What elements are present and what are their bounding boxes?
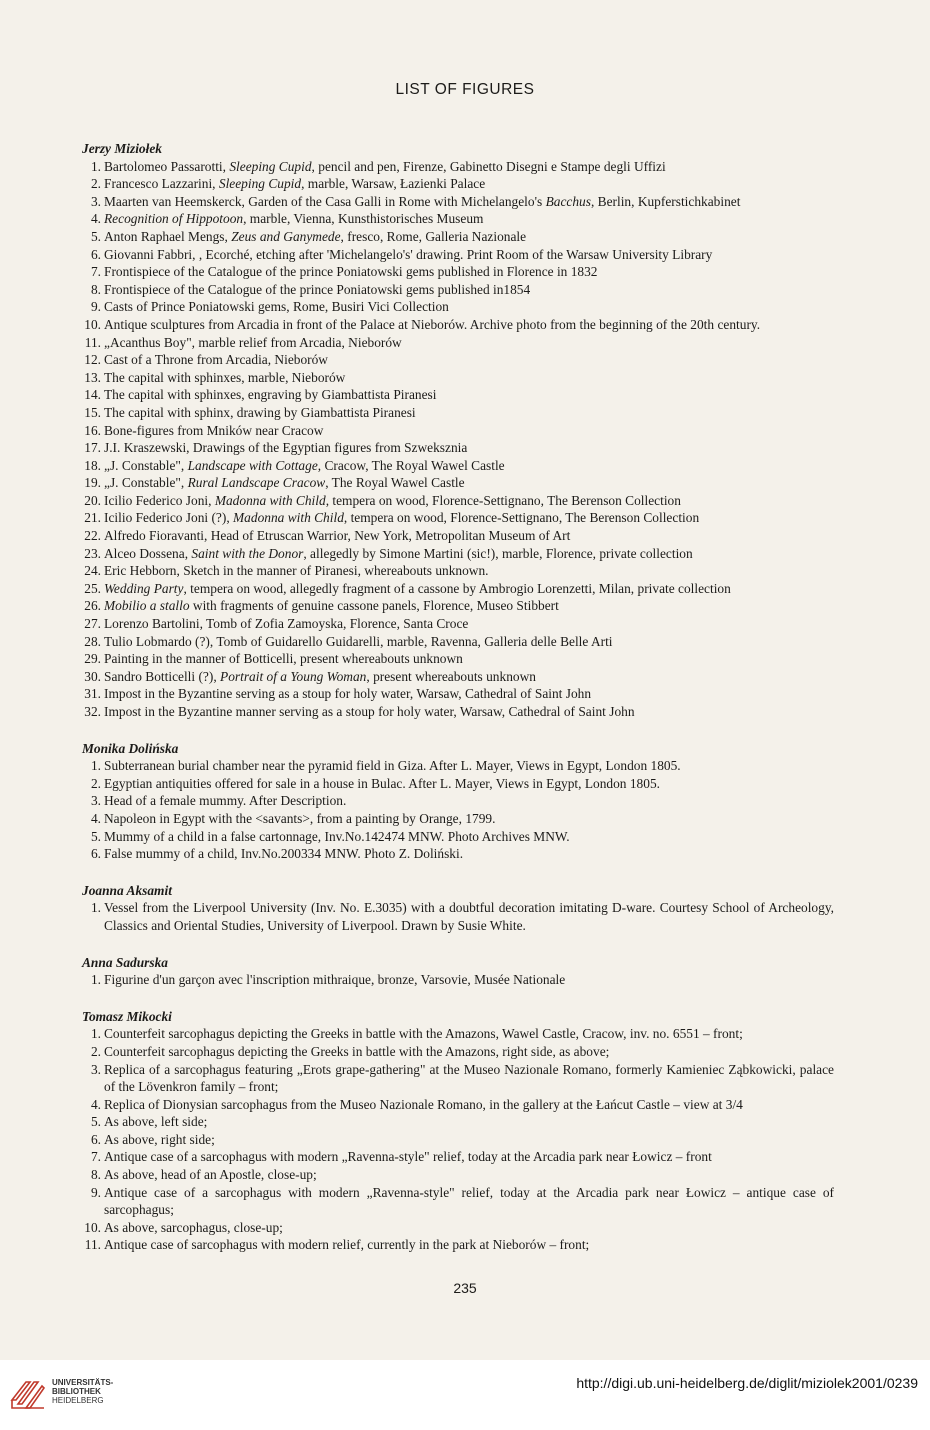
- figure-text: As above, left side;: [104, 1114, 208, 1130]
- figure-entry: [82, 509, 834, 527]
- figure-entry: [82, 1184, 834, 1219]
- library-name-line2: BIBLIOTHEK: [52, 1387, 101, 1396]
- figure-entry: [82, 1043, 834, 1061]
- figure-text: Cast of a Throne from Arcadia, Nieborów: [104, 352, 328, 368]
- figure-number: 20.: [84, 492, 101, 508]
- figure-number: 1.: [90, 158, 101, 174]
- figure-text: Icilio Federico Joni (?),: [104, 510, 234, 526]
- page-title: LIST OF FIGURES: [395, 81, 535, 98]
- figure-entry: [82, 792, 834, 810]
- figure-title-italic: Sleeping Cupid: [218, 176, 302, 192]
- figure-number: 3.: [90, 793, 101, 809]
- figure-text: Tulio Lobmardo (?), Tomb of Guidarello Guidarelli, marble, Ravenna, Galleria delle Belle Arti: [104, 633, 613, 649]
- figure-number: 2.: [90, 176, 101, 192]
- figure-text: , marble, Warsaw, Łazienki Palace: [301, 176, 486, 192]
- figure-text: J.I. Kraszewski, Drawings of the Egyptian figures from Szweksznia: [104, 440, 468, 456]
- figure-number: 7.: [90, 264, 101, 280]
- figure-text: Anton Raphael Mengs,: [104, 228, 232, 244]
- figure-text: , marble, Vienna, Kunsthistorisches Museum: [243, 211, 484, 227]
- figure-entry: [82, 971, 834, 989]
- figure-text: Counterfeit sarcophagus depicting the Greeks in battle with the Amazons, right side, as above;: [104, 1043, 610, 1059]
- section-author: Jerzy Miziołek: [82, 141, 162, 156]
- figure-title-italic: Rural Landscape Cracow: [187, 475, 326, 491]
- figure-text: , Cracow, The Royal Wawel Castle: [317, 457, 505, 473]
- figure-text: Frontispiece of the Catalogue of the prince Poniatowski gems published in1854: [104, 281, 531, 297]
- figure-text: , fresco, Rome, Galleria Nazionale: [340, 228, 527, 244]
- figure-entry: [82, 810, 834, 828]
- figure-title-italic: Sleeping Cupid: [229, 158, 312, 174]
- figure-text: Bone-figures from Mników near Cracow: [104, 422, 324, 438]
- figure-text: Bartolomeo Passarotti,: [104, 158, 230, 174]
- figure-text: Napoleon in Egypt with the <savants>, from a painting by Orange, 1799.: [104, 810, 496, 826]
- figure-text: Casts of Prince Poniatowski gems, Rome, Busiri Vici Collection: [104, 299, 449, 315]
- figure-text: Sandro Botticelli (?),: [104, 668, 221, 684]
- figure-text: , pencil and pen, Firenze, Gabinetto Disegni e Stampe degli Uffizi: [311, 158, 666, 174]
- figure-title-italic: Mobilio a stallo: [104, 598, 190, 614]
- figure-number: 11.: [84, 334, 101, 350]
- figure-entry: [82, 527, 834, 545]
- figure-entry: [82, 1148, 834, 1166]
- section-author: Anna Sadurska: [82, 954, 168, 970]
- figure-number: 32.: [84, 704, 101, 719]
- figure-number: 28.: [84, 633, 101, 649]
- figure-number: 29.: [84, 651, 101, 667]
- figure-entry: [82, 1219, 834, 1237]
- figure-number: 23.: [84, 545, 101, 561]
- figure-text: Icilio Federico Joni,: [104, 492, 215, 508]
- figure-text: Painting in the manner of Botticelli, present whereabouts unknown: [104, 651, 463, 667]
- figure-text: Antique sculptures from Arcadia in front of the Palace at Nieborów. Archive photo from the beginning of the 20th century.: [104, 316, 761, 332]
- figure-text: As above, sarcophagus, close-up;: [104, 1219, 283, 1235]
- figure-entry: [82, 703, 834, 721]
- figure-number: 3.: [90, 193, 101, 209]
- figure-text: Counterfeit sarcophagus depicting the Greeks in battle with the Amazons, Wawel Castle, Cracow, inv. no. 6551 – front;: [104, 1026, 743, 1042]
- figure-entry: [82, 775, 834, 793]
- figure-title-italic: Portrait of a Young Woman: [220, 668, 367, 684]
- figure-entry: [82, 899, 834, 934]
- author-section: [82, 954, 834, 989]
- figure-entry: [82, 404, 834, 422]
- figure-entry: [82, 210, 834, 228]
- figure-number: 5.: [90, 228, 101, 244]
- figure-text: The capital with sphinxes, marble, Nieborów: [104, 369, 346, 385]
- section-author: Monika Dolińska: [82, 740, 179, 756]
- figure-text: Impost in the Byzantine manner serving as a stoup for holy water, Warsaw, Cathedral of Saint John: [104, 704, 635, 719]
- figure-text: False mummy of a child, Inv.No.200334 MNW. Photo Z. Doliński.: [104, 846, 464, 862]
- figure-entry: [82, 457, 834, 475]
- figure-text: Egyptian antiquities offered for sale in a house in Bulac. After L. Mayer, Views in Egypt, London 1805.: [104, 775, 660, 791]
- figure-number: 3.: [90, 1061, 101, 1077]
- figure-number: 26.: [84, 598, 101, 614]
- figure-number: 5.: [90, 1114, 101, 1130]
- author-section: [82, 140, 834, 721]
- figure-entry: [82, 334, 834, 352]
- figure-title-italic: Saint with the Donor: [191, 545, 304, 561]
- figure-text: The capital with sphinx, drawing by Giambattista Piranesi: [104, 404, 416, 420]
- figure-entry: [82, 1236, 834, 1254]
- figure-entry: [82, 474, 834, 492]
- figure-entry: [82, 228, 834, 246]
- figure-number: 9.: [90, 1184, 101, 1200]
- figure-entry: [82, 1131, 834, 1149]
- figure-text: , tempera on wood, Florence-Settignano, The Berenson Collection: [343, 510, 700, 526]
- figure-text: Vessel from the Liverpool University (Inv. No. E.3035) with a doubtful decoration imitating D-ware. Courtesy School of Archeology, Classics and Oriental Studies, University of Liverpool. Drawn by Susie White.: [104, 900, 834, 933]
- figure-text: , allegedly by Simone Martini (sic!), marble, Florence, private collection: [303, 545, 693, 561]
- figure-entry: [82, 828, 834, 846]
- figure-number: 14.: [84, 387, 101, 403]
- figure-number: 9.: [90, 299, 101, 315]
- library-logo-icon: [10, 1374, 46, 1410]
- figure-number: 15.: [84, 404, 101, 420]
- figure-text: „J. Constable",: [104, 457, 188, 473]
- figure-number: 1.: [90, 1026, 101, 1042]
- figure-text: As above, right side;: [104, 1131, 215, 1147]
- figure-entry: [82, 298, 834, 316]
- figure-entry: [82, 1166, 834, 1184]
- figure-number: 17.: [84, 440, 101, 456]
- figure-list: [82, 140, 834, 1273]
- figure-text: Alfredo Fioravanti, Head of Etruscan Warrior, New York, Metropolitan Museum of Art: [104, 528, 571, 544]
- figure-number: 13.: [84, 369, 101, 385]
- figure-number: 22.: [84, 528, 101, 544]
- figure-text: , The Royal Wawel Castle: [325, 475, 465, 491]
- figure-entry: [82, 386, 834, 404]
- figure-entry: [82, 650, 834, 668]
- figure-number: 30.: [84, 668, 101, 684]
- figure-entry: [82, 580, 834, 598]
- figure-entry: [82, 1061, 834, 1096]
- figure-number: 2.: [90, 1043, 101, 1059]
- figure-text: Eric Hebborn, Sketch in the manner of Piranesi, whereabouts unknown.: [104, 563, 489, 579]
- figure-text: The capital with sphinxes, engraving by Giambattista Piranesi: [104, 387, 437, 403]
- figure-text: Giovanni Fabbri, , Ecorché, etching after 'Michelangelo's' drawing. Print Room of the Warsaw University Library: [104, 246, 713, 262]
- figure-entry: [82, 757, 834, 775]
- figure-number: 10.: [84, 1219, 101, 1235]
- figure-text: , Berlin, Kupferstichkabinet: [590, 193, 741, 209]
- figure-number: 31.: [84, 686, 101, 702]
- figure-entry: [82, 369, 834, 387]
- figure-text: , present whereabouts unknown: [366, 668, 536, 684]
- figure-number: 6.: [90, 246, 101, 262]
- figure-text: Antique case of sarcophagus with modern relief, currently in the park at Nieborów – front;: [104, 1237, 590, 1253]
- author-section: [82, 740, 834, 863]
- figure-entry: [82, 246, 834, 264]
- figure-text: Antique case of a sarcophagus with modern „Ravenna-style" relief, today at the Arcadia park near Łowicz – front: [104, 1149, 712, 1165]
- figure-number: 11.: [84, 1237, 101, 1253]
- figure-entry: [82, 685, 834, 703]
- figure-text: Lorenzo Bartolini, Tomb of Zofia Zamoyska, Florence, Santa Croce: [104, 616, 469, 632]
- figure-number: 8.: [90, 1167, 101, 1183]
- figure-text: , tempera on wood, Florence-Settignano, The Berenson Collection: [325, 492, 681, 508]
- source-url-link[interactable]: http://digi.ub.uni-heidelberg.de/diglit/miziolek2001/0239: [576, 1375, 918, 1391]
- figure-title-italic: Madonna with Child: [214, 492, 326, 508]
- library-name-line1: UNIVERSITÄTS-: [52, 1378, 114, 1387]
- figure-entry: [82, 597, 834, 615]
- figure-title-italic: Bacchus: [545, 193, 591, 209]
- figure-entry: [82, 175, 834, 193]
- figure-number: 25.: [84, 580, 101, 596]
- figure-title-italic: Wedding Party: [104, 580, 184, 596]
- figure-number: 1.: [90, 900, 101, 916]
- author-section: [82, 1008, 834, 1254]
- figure-number: 12.: [84, 352, 101, 368]
- figure-number: 6.: [90, 846, 101, 862]
- figure-text: Alceo Dossena,: [104, 545, 192, 561]
- figure-entry: [82, 615, 834, 633]
- figure-text: with fragments of genuine cassone panels, Florence, Museo Stibbert: [189, 598, 559, 614]
- library-name: [52, 1378, 113, 1405]
- figure-number: 19.: [84, 475, 101, 491]
- figure-text: Replica of a sarcophagus featuring „Erots grape-gathering" at the Museo Nazionale Romano, formerly Kamieniec Ząbkowicki, palace of the Lövenkron family – front;: [104, 1061, 834, 1095]
- figure-number: 21.: [84, 510, 101, 526]
- figure-entry: [82, 845, 834, 863]
- figure-text: , tempera on wood, allegedly fragment of a cassone by Ambrogio Lorenzetti, Milan, private collection: [183, 580, 731, 596]
- section-author: Joanna Aksamit: [82, 882, 172, 898]
- figure-text: Maarten van Heemskerck, Garden of the Casa Galli in Rome with Michelangelo's: [104, 193, 546, 209]
- figure-entry: [82, 633, 834, 651]
- figure-text: Antique case of a sarcophagus with modern „Ravenna-style" relief, today at the Arcadia park near Łowicz – antique case of sarcophagus;: [104, 1184, 834, 1218]
- figure-entry: [82, 351, 834, 369]
- figure-text: Subterranean burial chamber near the pyramid field in Giza. After L. Mayer, Views in Egypt, London 1805.: [104, 758, 681, 774]
- figure-text: „Acanthus Boy", marble relief from Arcadia, Nieborów: [104, 334, 402, 350]
- figure-entry: [82, 422, 834, 440]
- figure-number: 1.: [90, 972, 101, 988]
- figure-entry: [82, 316, 834, 334]
- figure-number: 16.: [84, 422, 101, 438]
- figure-title-italic: Recognition of Hippotoon: [104, 211, 244, 227]
- figure-entry: [82, 1113, 834, 1131]
- figure-text: Replica of Dionysian sarcophagus from the Museo Nazionale Romano, in the gallery at the Łańcut Castle – view at 3/4: [104, 1096, 743, 1112]
- figure-number: 1.: [90, 758, 101, 774]
- section-author: Tomasz Mikocki: [82, 1008, 172, 1024]
- figure-entry: [82, 492, 834, 510]
- figure-entry: [82, 263, 834, 281]
- figure-title-italic: Madonna with Child: [233, 510, 344, 526]
- figure-text: Frontispiece of the Catalogue of the prince Poniatowski gems published in Florence in 1832: [104, 264, 598, 280]
- figure-text: Francesco Lazzarini,: [104, 176, 219, 192]
- library-name-line3: HEIDELBERG: [52, 1396, 104, 1405]
- figure-number: 27.: [84, 616, 101, 632]
- figure-text: As above, head of an Apostle, close-up;: [104, 1167, 317, 1183]
- figure-text: „J. Constable",: [104, 475, 188, 491]
- figure-number: 4.: [90, 810, 101, 826]
- figure-number: 10.: [84, 316, 101, 332]
- figure-number: 18.: [84, 457, 101, 473]
- figure-number: 6.: [90, 1131, 101, 1147]
- page-number: 235: [453, 1280, 477, 1296]
- author-section: [82, 882, 834, 935]
- figure-text: Head of a female mummy. After Description.: [104, 793, 347, 809]
- figure-entry: [82, 562, 834, 580]
- figure-number: 8.: [90, 281, 101, 297]
- figure-title-italic: Zeus and Ganymede: [231, 228, 341, 244]
- figure-title-italic: Landscape with Cottage: [187, 457, 318, 473]
- figure-text: Impost in the Byzantine serving as a stoup for holy water, Warsaw, Cathedral of Saint John: [104, 686, 592, 702]
- figure-text: Mummy of a child in a false cartonnage, Inv.No.142474 MNW. Photo Archives MNW.: [104, 828, 570, 844]
- figure-number: 2.: [90, 775, 101, 791]
- figure-number: 7.: [90, 1149, 101, 1165]
- figure-entry: [82, 545, 834, 563]
- figure-number: 24.: [84, 563, 101, 579]
- footer-bar: [0, 1360, 930, 1430]
- figure-entry: [82, 668, 834, 686]
- figure-entry: [82, 1025, 834, 1043]
- figure-entry: [82, 158, 834, 176]
- figure-entry: [82, 439, 834, 457]
- figure-number: 4.: [90, 211, 101, 227]
- figure-entry: [82, 1096, 834, 1114]
- figure-entry: [82, 193, 834, 211]
- figure-text: Figurine d'un garçon avec l'inscription mithraique, bronze, Varsovie, Musée Nationale: [104, 972, 566, 988]
- figure-number: 4.: [90, 1096, 101, 1112]
- figure-entry: [82, 281, 834, 299]
- figure-number: 5.: [90, 828, 101, 844]
